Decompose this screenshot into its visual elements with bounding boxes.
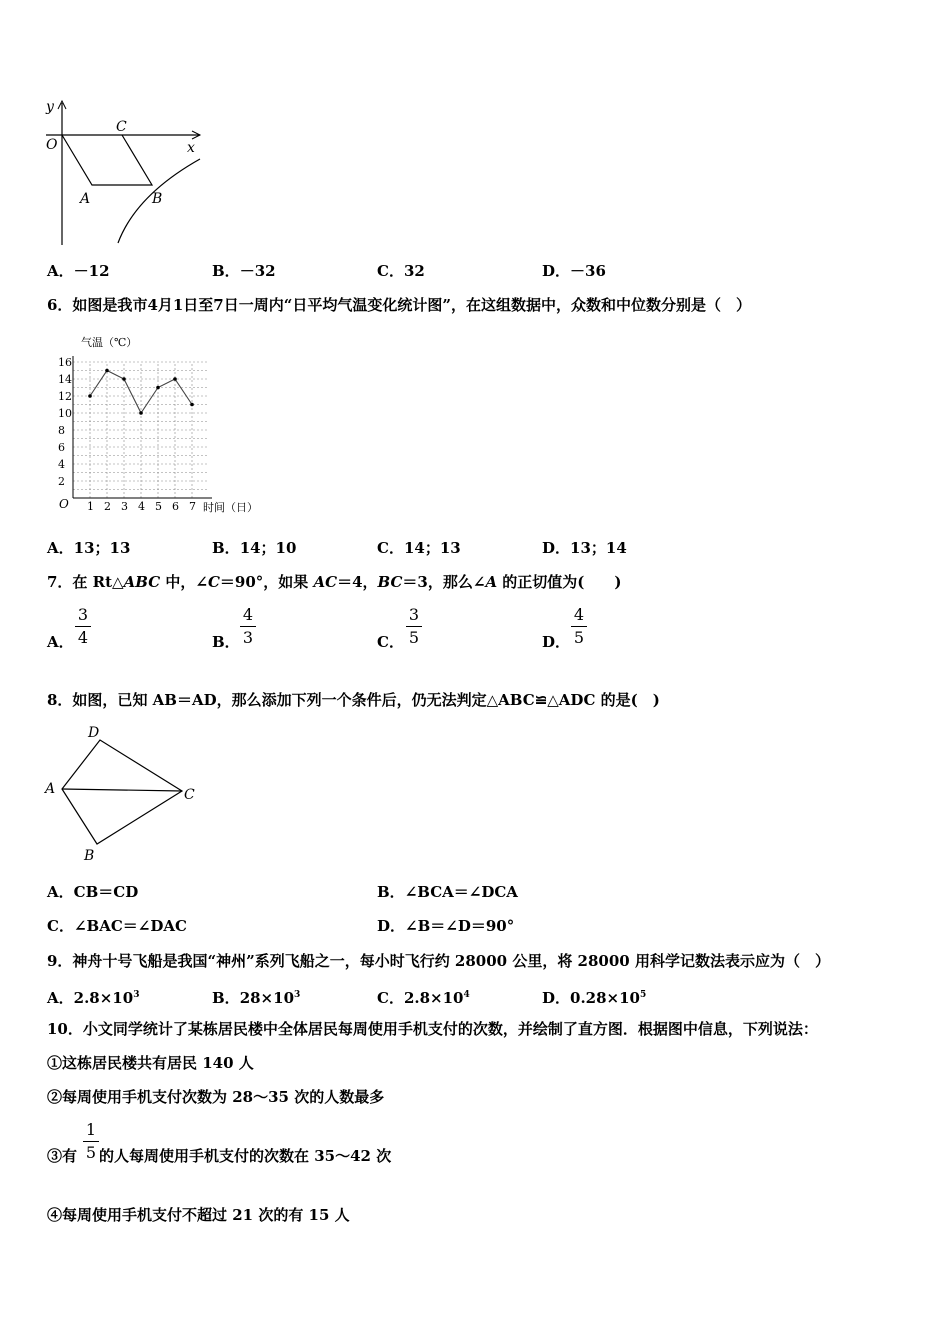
q5-option-b[interactable]: B．－32 xyxy=(212,262,276,280)
q6-option-b[interactable]: B．14；10 xyxy=(212,539,297,557)
q7-option-d-fraction: 4 5 xyxy=(569,606,589,647)
label-o: O xyxy=(46,137,58,153)
q9-question-text: 9．神舟十号飞船是我国“神州”系列飞船之一，每小时飞行约 28000 公里，将 28000 用科学记数法表示应为（ ） xyxy=(47,952,830,970)
y-tick-label: 16 xyxy=(58,356,72,369)
q5-option-c[interactable]: C．32 xyxy=(377,262,425,280)
parallelogram xyxy=(62,135,152,185)
label-b: B xyxy=(152,191,163,207)
q8-option-a[interactable]: A．CB＝CD xyxy=(47,883,139,901)
q6-temperature-line-chart xyxy=(45,328,275,520)
q9-option-a[interactable]: A．$2.8\times 10^3$ xyxy=(47,989,140,1007)
chart-ylabel: 气温（℃） xyxy=(81,336,138,349)
q7-option-b-fraction: 4 3 xyxy=(238,606,258,647)
x-tick-label: 4 xyxy=(138,500,145,513)
q8-option-d[interactable]: D．∠B＝∠D＝90° xyxy=(377,917,515,935)
data-point xyxy=(122,377,126,381)
q6-option-d[interactable]: D．13；14 xyxy=(542,539,627,557)
q5-coordinate-figure xyxy=(40,95,210,250)
q9-option-c[interactable]: C．$2.8\times 10^4$ xyxy=(377,989,470,1007)
data-point xyxy=(156,386,160,390)
diagonal-ac xyxy=(62,789,182,791)
y-tick-label: 10 xyxy=(58,407,72,420)
q7-option-a-fraction: 3 4 xyxy=(73,606,93,647)
q9-option-d[interactable]: D．$0.28\times 10^5$ xyxy=(542,989,647,1007)
data-point xyxy=(88,394,92,398)
y-tick-label: 12 xyxy=(58,390,72,403)
q6-option-c[interactable]: C．14；13 xyxy=(377,539,461,557)
q8-question-text: 8．如图，已知 AB＝AD，那么添加下列一个条件后，仍无法判定△ABC≌△ADC 的是( ) xyxy=(47,691,660,709)
q10-statement-2: ②每周使用手机支付次数为 28～35 次的人数最多 xyxy=(47,1088,385,1106)
q6-option-a[interactable]: A．13；13 xyxy=(47,539,131,557)
quad-abcd xyxy=(62,740,182,844)
q10-statement-3: ③有 的人每周使用手机支付的次数在 35～42 次 xyxy=(47,1147,392,1165)
q5-option-d[interactable]: D．－36 xyxy=(542,262,606,280)
y-tick-label: 2 xyxy=(58,475,65,488)
q10-statement-1: ①这栋居民楼共有居民 140 人 xyxy=(47,1054,254,1072)
q7-option-b[interactable]: B． xyxy=(212,633,240,651)
q10-question-text: 10．小文同学统计了某栋居民楼中全体居民每周使用手机支付的次数，并绘制了直方图．根据图中信息，下列说法： xyxy=(47,1020,818,1038)
q8-quadrilateral-figure xyxy=(40,722,210,867)
q8-option-c[interactable]: C．∠BAC＝∠DAC xyxy=(47,917,187,935)
q7-option-a[interactable]: A． xyxy=(47,633,74,651)
data-point xyxy=(173,377,177,381)
q5-option-a[interactable]: A．－12 xyxy=(47,262,110,280)
label-c: C xyxy=(184,787,195,803)
q6-question-text: 6．如图是我市4月1日至7日一周内“日平均气温变化统计图”，在这组数据中，众数和中位数分别是（ ） xyxy=(47,296,752,314)
data-point xyxy=(190,403,194,407)
label-x: x xyxy=(187,140,195,156)
q7-option-c[interactable]: C． xyxy=(377,633,404,651)
q7-question-text: 7．在 Rt△ABC 中，∠C＝90°，如果 AC＝4，BC＝3，那么∠A 的正切值为( ) xyxy=(47,573,622,591)
chart-origin: O xyxy=(59,497,69,511)
y-tick-label: 6 xyxy=(58,441,65,454)
label-d: D xyxy=(88,725,100,741)
x-tick-label: 7 xyxy=(189,500,196,513)
x-tick-label: 2 xyxy=(104,500,111,513)
label-a: A xyxy=(45,781,56,797)
q10-statement-4: ④每周使用手机支付不超过 21 次的有 15 人 xyxy=(47,1206,350,1224)
chart-grid xyxy=(73,362,207,498)
label-a: A xyxy=(80,191,91,207)
q7-option-c-fraction: 3 5 xyxy=(404,606,424,647)
data-point xyxy=(105,369,109,373)
chart-axes xyxy=(73,356,212,498)
y-tick-label: 4 xyxy=(58,458,65,471)
x-tick-label: 1 xyxy=(87,500,94,513)
y-tick-label: 14 xyxy=(58,373,72,386)
q8-option-b[interactable]: B．∠BCA＝∠DCA xyxy=(377,883,518,901)
q9-option-b[interactable]: B．$28\times 10^3$ xyxy=(212,989,301,1007)
x-tick-label: 6 xyxy=(172,500,179,513)
q7-option-d[interactable]: D． xyxy=(542,633,571,651)
y-tick-label: 8 xyxy=(58,424,65,437)
label-c: C xyxy=(116,119,127,135)
x-tick-label: 5 xyxy=(155,500,162,513)
label-y: y xyxy=(46,99,54,115)
label-b: B xyxy=(84,848,95,864)
q10-statement-3-fraction: 1 5 xyxy=(81,1121,101,1162)
chart-series xyxy=(88,369,194,415)
data-point xyxy=(139,411,143,415)
x-tick-label: 3 xyxy=(121,500,128,513)
chart-xlabel: 时间（日） xyxy=(203,501,258,514)
